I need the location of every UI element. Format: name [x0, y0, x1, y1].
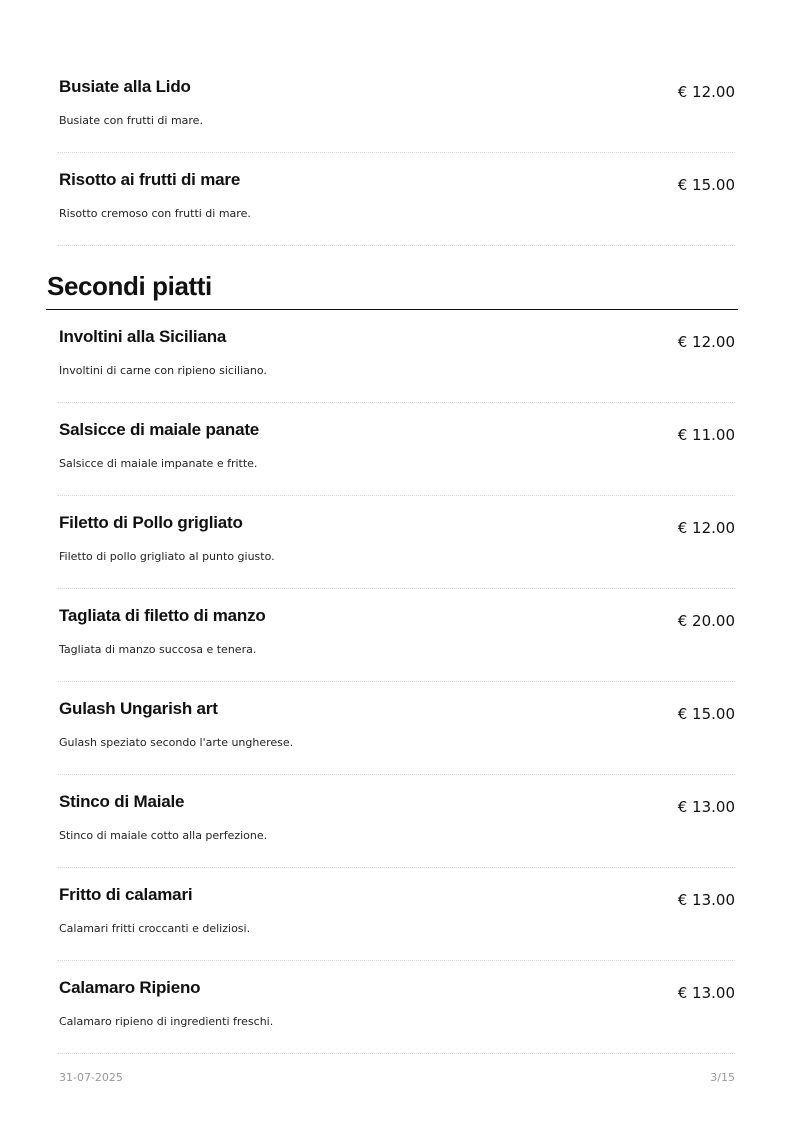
item-description: Gulash speziato secondo l'arte ungherese.: [59, 736, 294, 749]
item-description: Risotto cremoso con frutti di mare.: [59, 207, 251, 220]
menu-item: [57, 682, 735, 775]
item-description: Tagliata di manzo succosa e tenera.: [59, 643, 257, 656]
item-name: Filetto di Pollo grigliato: [59, 513, 243, 532]
menu-item: [57, 589, 735, 682]
item-name: Calamaro Ripieno: [59, 978, 201, 997]
item-description: Busiate con frutti di mare.: [59, 114, 203, 127]
menu-item: [57, 961, 735, 1054]
item-price: € 15.00: [677, 705, 735, 723]
item-name: Gulash Ungarish art: [59, 699, 218, 718]
item-price: € 20.00: [677, 612, 735, 630]
item-description: Calamaro ripieno di ingredienti freschi.: [59, 1015, 274, 1028]
item-price: € 13.00: [677, 984, 735, 1002]
item-description: Involtini di carne con ripieno siciliano.: [59, 364, 267, 377]
menu-item: [57, 868, 735, 961]
item-name: Salsicce di maiale panate: [59, 420, 260, 439]
section-header: [46, 269, 738, 310]
item-name: Busiate alla Lido: [59, 77, 191, 96]
menu-item: [57, 775, 735, 868]
footer-date: 31-07-2025: [59, 1071, 123, 1084]
item-description: Salsicce di maiale impanate e fritte.: [59, 457, 258, 470]
menu-item: [57, 153, 735, 246]
item-name: Fritto di calamari: [59, 885, 193, 904]
menu-item: [57, 60, 735, 153]
page-number: 3/15: [710, 1071, 735, 1084]
menu-item: [57, 496, 735, 589]
item-description: Stinco di maiale cotto alla perfezione.: [59, 829, 268, 842]
item-price: € 15.00: [677, 176, 735, 194]
menu-item: [57, 310, 735, 403]
item-price: € 12.00: [677, 83, 735, 101]
menu-item: [57, 403, 735, 496]
item-name: Risotto ai frutti di mare: [59, 170, 241, 189]
item-description: Calamari fritti croccanti e deliziosi.: [59, 922, 251, 935]
item-name: Stinco di Maiale: [59, 792, 185, 811]
section-title: Secondi piatti: [47, 271, 212, 301]
item-name: Involtini alla Siciliana: [59, 327, 227, 346]
item-description: Filetto di pollo grigliato al punto giusto.: [59, 550, 275, 563]
item-price: € 12.00: [677, 333, 735, 351]
item-price: € 12.00: [677, 519, 735, 537]
item-price: € 11.00: [677, 426, 735, 444]
item-price: € 13.00: [677, 891, 735, 909]
item-price: € 13.00: [677, 798, 735, 816]
item-name: Tagliata di filetto di manzo: [59, 606, 266, 625]
